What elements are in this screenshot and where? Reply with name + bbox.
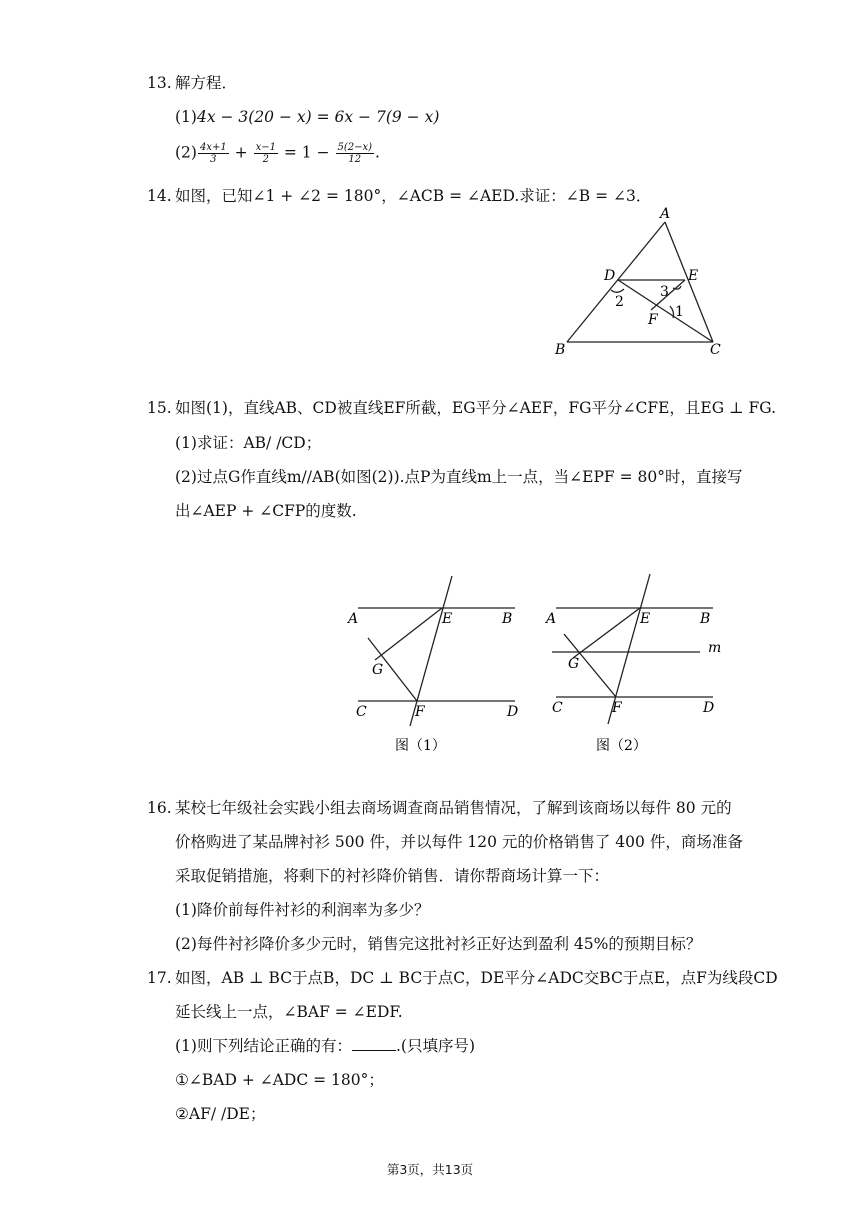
question-text: (1)求证：AB/ /CD； xyxy=(175,434,322,452)
label-A: A xyxy=(660,206,671,222)
label-D: D xyxy=(703,700,715,716)
question-number: 14. xyxy=(147,187,172,205)
fraction: $\frac{x-1}{2}$ xyxy=(255,142,276,165)
question-text: 解方程． xyxy=(175,74,238,92)
question-text: 价格购进了某品牌衬衫 500 件，并以每件 120 元的价格销售了 400 件，商场准备 xyxy=(175,833,743,851)
statement-1: ①∠BAD + ∠ADC = 180°； xyxy=(175,1071,384,1089)
equation-body: 4x − 3(20 − x) = 6x − 7(9 − x) xyxy=(196,108,440,126)
label-B: B xyxy=(700,611,711,627)
label-F: F xyxy=(415,704,425,720)
label-2: 2 xyxy=(615,294,624,310)
label-B: B xyxy=(555,342,566,358)
question-text: 某校七年级社会实践小组去商场调查商品销售情况，了解到该商场以每件 80 元的 xyxy=(175,799,732,817)
question-number: 17. xyxy=(147,969,172,987)
equation-prefix: (1) xyxy=(175,108,197,126)
question-text-part: .(只填序号) xyxy=(395,1037,475,1055)
question-number: 15. xyxy=(147,399,172,417)
label-E: E xyxy=(688,268,699,284)
label-G: G xyxy=(568,656,580,672)
question-text: 延长线上一点，∠BAF = ∠EDF. xyxy=(175,1003,403,1021)
label-A: A xyxy=(348,611,359,627)
question-text-part: (1)则下列结论正确的有： xyxy=(175,1037,352,1055)
question-text: (1)降价前每件衬衫的利润率为多少？ xyxy=(175,901,430,919)
question-text: (2)每件衬衫降价多少元时，销售完这批衬衫正好达到盈利 45%的预期目标？ xyxy=(175,935,702,953)
fraction: $\frac{4x+1}{3}$ xyxy=(199,142,227,165)
question-text: 如图，已知∠1 + ∠2 = 180°，∠ACB = ∠AED.求证：∠B = ∠3． xyxy=(175,187,652,205)
label-A: A xyxy=(546,611,557,627)
question-text xyxy=(175,1036,475,1056)
question-text: 采取促销措施，将剩下的衬衫降价销售．请你帮商场计算一下： xyxy=(175,867,610,885)
label-m: m xyxy=(708,640,722,656)
parallel-lines-figure-2 xyxy=(538,570,738,760)
label-C: C xyxy=(552,700,563,716)
question-text: 如图(1)，直线AB、CD被直线EF所截，EG平分∠AEF，FG平分∠CFE，且EG ⊥ FG. xyxy=(175,399,777,417)
label-E: E xyxy=(442,611,453,627)
fraction: $\frac{5(2-x)}{12}$ xyxy=(337,142,373,165)
question-text: 如图，AB ⊥ BC于点B，DC ⊥ BC于点C，DE平分∠ADC交BC于点E，点F为线段CD xyxy=(175,969,778,987)
statement-2: ②AF/ /DE； xyxy=(175,1105,266,1123)
label-E: E xyxy=(640,611,651,627)
question-text: (2)过点G作直线m//AB(如图(2)).点P为直线m上一点，当∠EPF = 80°时，直接写 xyxy=(175,468,743,486)
equation-1 xyxy=(175,107,439,127)
question-text: 出∠AEP + ∠CFP的度数. xyxy=(175,502,357,520)
label-G: G xyxy=(372,662,384,678)
equation-2: (2) $\frac{4x+1}{3}$ + $\frac{x-1}{2}$ = 1 − $\frac{5(2-x)}{12}$ . xyxy=(175,142,380,165)
label-D: D xyxy=(507,704,519,720)
label-F: F xyxy=(648,312,658,328)
label-D: D xyxy=(604,268,616,284)
equation-prefix: (2) xyxy=(175,143,197,162)
label-C: C xyxy=(356,704,367,720)
page-footer: 第3页，共13页 xyxy=(386,1162,474,1177)
parallel-lines-figure-1 xyxy=(340,570,530,760)
label-C: C xyxy=(710,342,721,358)
question-number: 16. xyxy=(147,799,172,817)
figure-caption: 图（1） xyxy=(395,738,446,754)
answer-blank[interactable] xyxy=(352,1036,396,1051)
triangle-figure xyxy=(545,200,735,365)
question-number: 13. xyxy=(147,74,172,92)
label-F: F xyxy=(612,700,622,716)
label-3: 3 xyxy=(660,284,669,300)
figure-caption: 图（2） xyxy=(596,738,647,754)
label-B: B xyxy=(502,611,513,627)
label-1: 1 xyxy=(675,304,684,320)
